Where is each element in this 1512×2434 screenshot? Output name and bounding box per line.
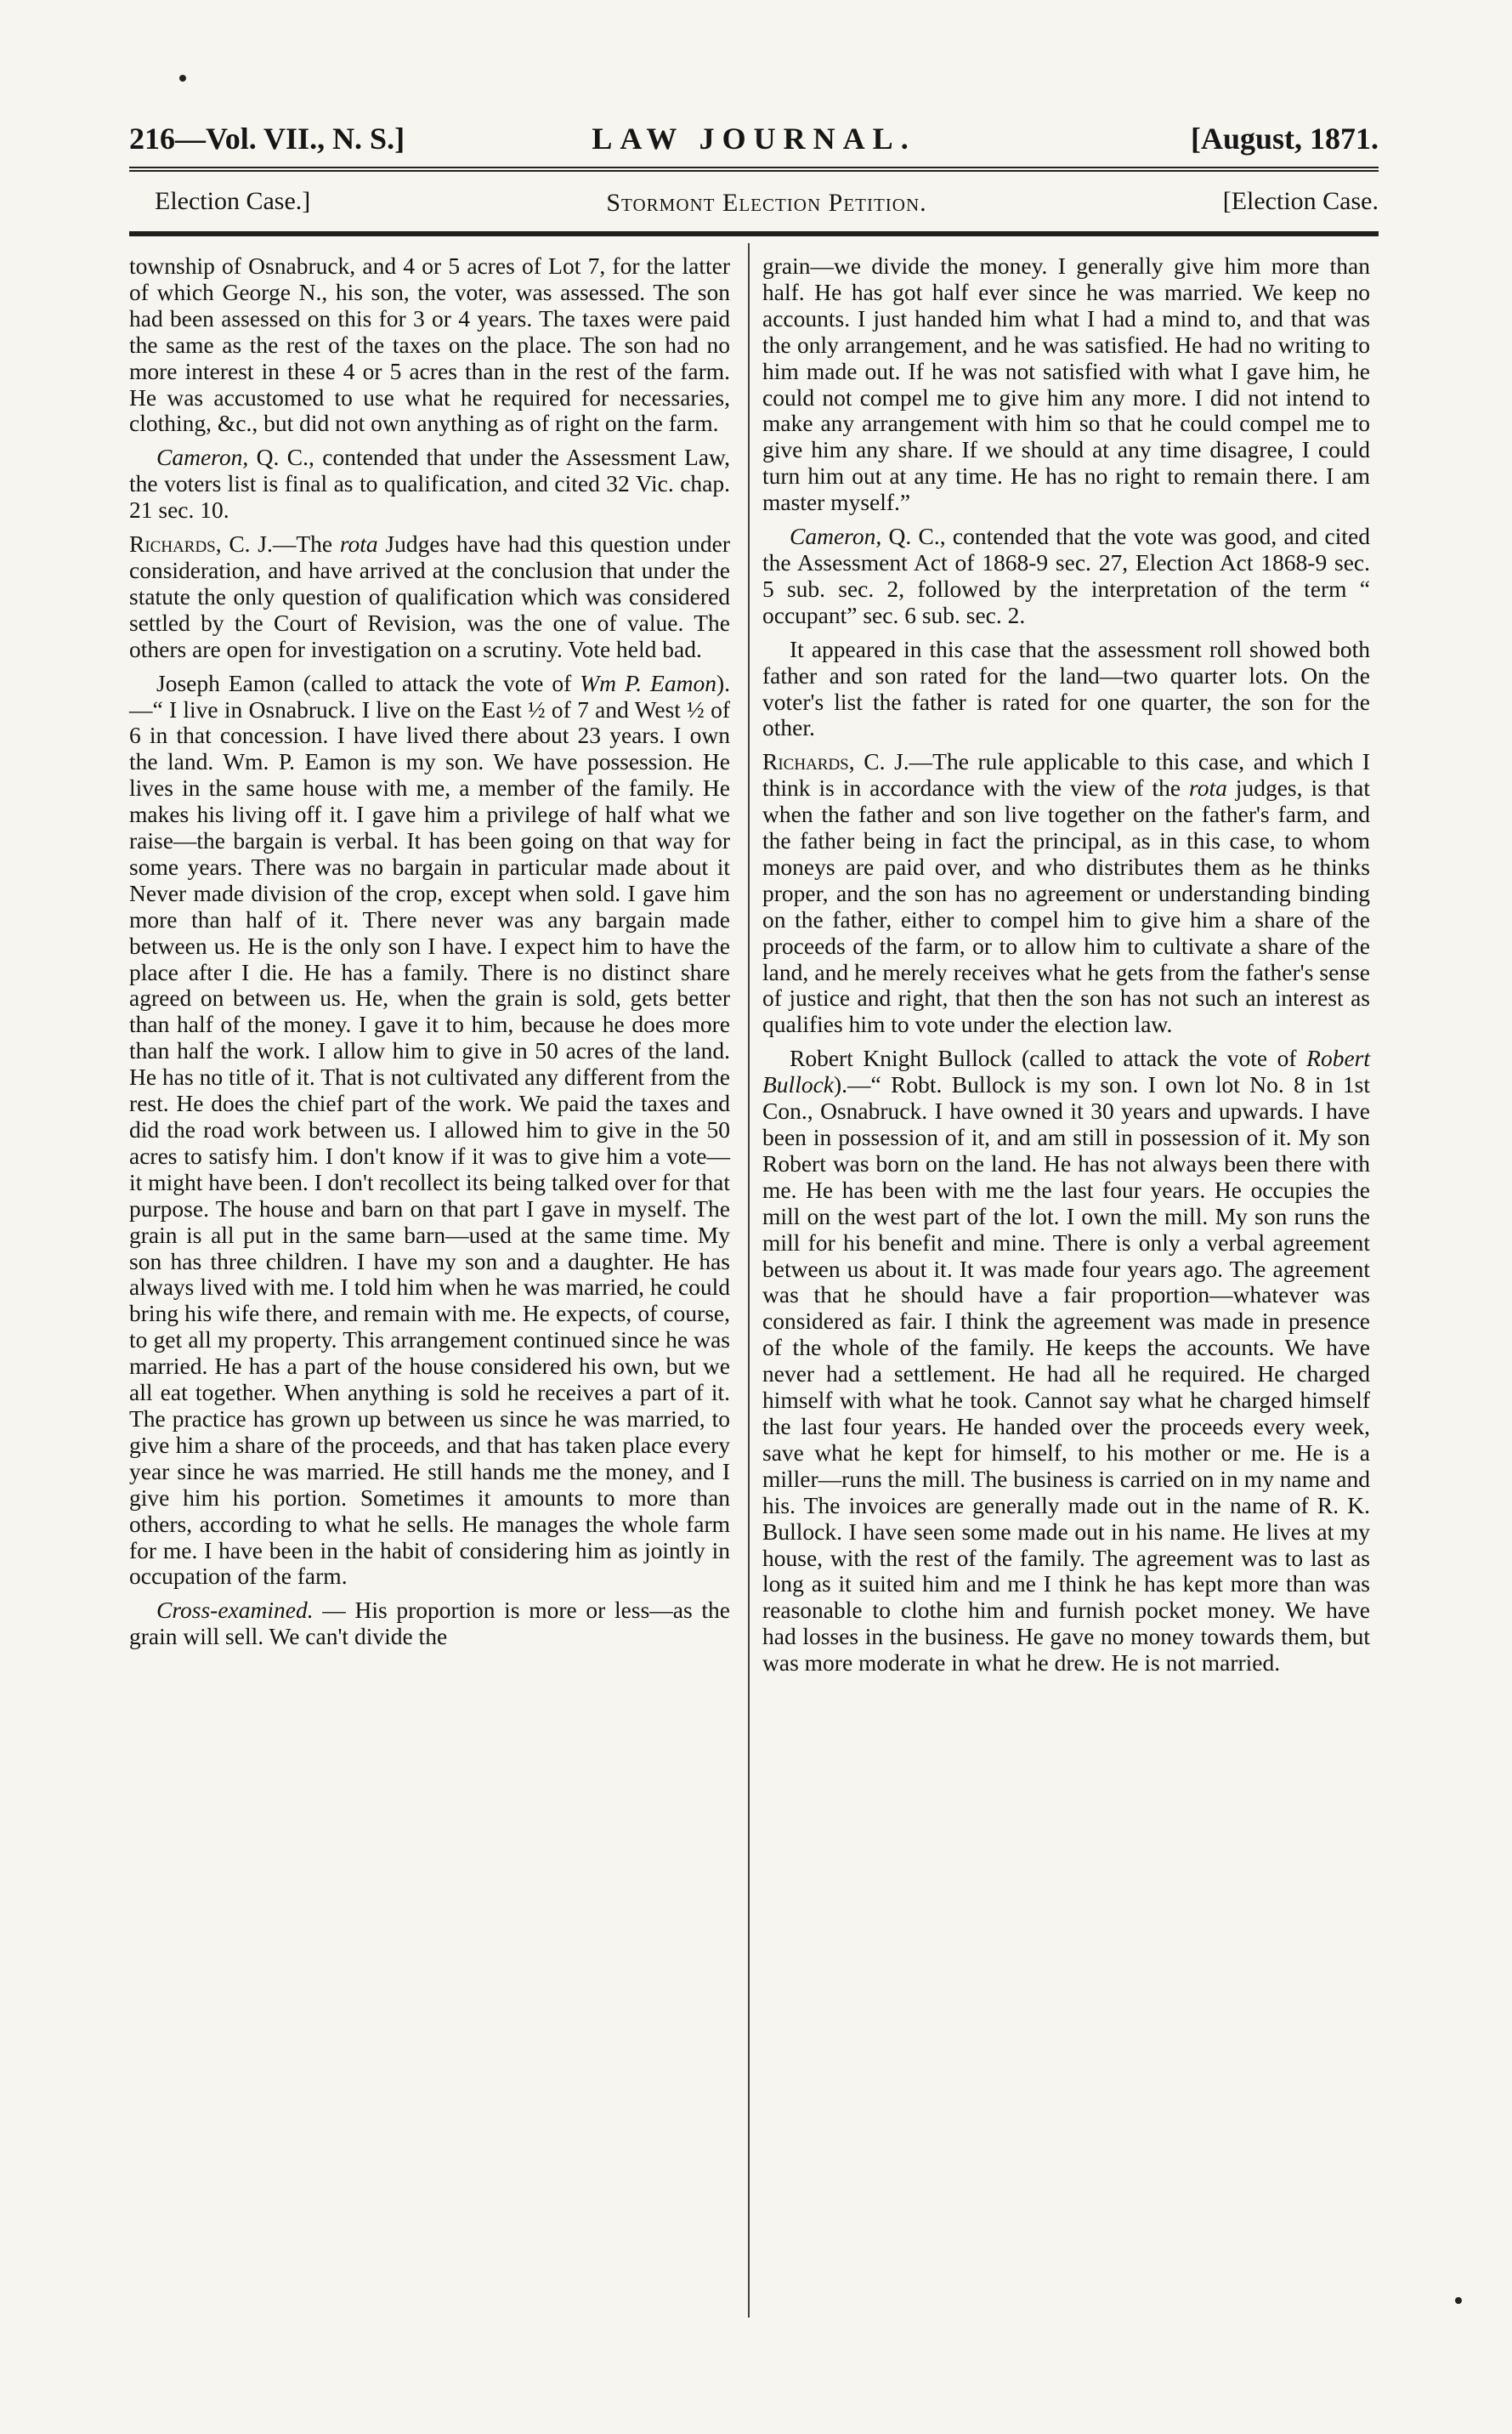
header-double-rule [129, 167, 1379, 172]
left-column [129, 253, 730, 1658]
page-reference: 216—Vol. VII., N. S.] [129, 122, 405, 156]
paragraph: Richards, C. J.—The rule applicable to this case, and which I think is in accordance with the view of the rota judges, is that when the father and son live together on the father's farm, and the father being in fact the principal, as in this case, to whom moneys are paid over, and who distributes them as he thinks proper, and the son has no agreement or understanding binding on the father, either to compel him to give him a share of the proceeds of the farm, or to allow him to cultivate a share of the land, and he merely receives what he gets from the father's sense of justice and right, that then the son has not such an interest as qualifies him to vote under the election law. [762, 748, 1370, 1038]
right-column [762, 253, 1370, 1684]
ink-speck [179, 75, 186, 82]
header-heavy-rule [129, 231, 1379, 236]
paragraph: It appeared in this case that the assessment roll showed both father and son rated for the land—two quarter lots. On the voter's list the father is rated for one quarter, the son for the other. [762, 635, 1370, 741]
issue-date: [August, 1871. [1190, 122, 1379, 156]
paragraph: township of Osnabruck, and 4 or 5 acres of Lot 7, for the latter of which George N., his son, the voter, was assessed. The son had been assessed on this for 3 or 4 years. The taxes were paid the same as the rest of the taxes on the place. The son had no more interest in these 4 or 5 acres than in the rest of the farm. He was accustomed to use what he required for necessaries, clothing, &c., but did not own anything as of right on the farm. [129, 252, 730, 437]
paragraph: Robert Knight Bullock (called to attack the vote of Robert Bullock).—“ Robt. Bullock is my son. I own lot No. 8 in 1st Con., Osnabruck. I have owned it 30 years and upwards. I have been in possession of it, and am still in possession of it. My son Robert was born on the land. He has not always been there with me. He has been with me the last four years. He occupies the mill on the west part of the lot. I own the mill. My son runs the mill for his benefit and mine. There is only a verbal agreement between us about it. It was made four years ago. The agreement was that he should have a fair proportion—whatever was considered as fair. I think the agreement was made in presence of the whole of the family. He keeps the accounts. We have never had a settlement. He had all he required. He charged himself with what he took. Cannot say what he charged himself the last four years. He handed over the proceeds every week, save what he kept for himself, to his mother or me. He is a miller—runs the mill. The business is carried on in my name and his. The invoices are generally made out in the name of R. K. Bullock. I have seen some made out in his name. He lives at my house, with the rest of the family. The agreement was to last as long as it suited him and me I think he has kept more than was reasonable to clothe him and furnish pocket money. We have had losses in the business. He gave no money towards them, but was more moderate in what he drew. He is not married. [762, 1045, 1370, 1677]
case-title: Stormont Election Petition. [606, 189, 927, 217]
journal-title: LAW JOURNAL. [592, 122, 916, 156]
column-divider [748, 243, 750, 2318]
paragraph: Cross-examined. — His proportion is more or less—as the grain will sell. We can't divide the [129, 1597, 730, 1650]
ink-speck [1455, 2297, 1462, 2304]
paragraph: grain—we divide the money. I generally give him more than half. He has got half ever since he was married. We keep no accounts. I just handed him what I had a mind to, and that was the only arrangement, and he was satisfied. He had no writing to him made out. If he was not satisfied with what I gave him, he could not compel me to give him any more. I did not intend to make any arrangement with him so that he could compel me to give him any share. If we should at any time disagree, I could turn him out at any time. He has no right to remain there. I am master myself.” [762, 252, 1370, 516]
section-header-left: Election Case.] [155, 187, 311, 215]
section-header-right: [Election Case. [1222, 187, 1379, 215]
section-header [155, 187, 1379, 221]
paragraph: Joseph Eamon (called to attack the vote of Wm P. Eamon).—“ I live in Osnabruck. I live on the East ½ of 7 and West ½ of 6 in that concession. I have lived there about 23 years. I own the land. Wm. P. Eamon is my son. We have possession. He lives in the same house with me, a member of the family. He makes his living off it. I gave him a privilege of half what we raise—the bargain is verbal. It has been going on that way for some years. There was no bargain in particular made about it Never made division of the crop, except when sold. I gave him more than half of it. There never was any bargain made between us. He is the only son I have. I expect him to have the place after I die. He has a family. There is no distinct share agreed on between us. He, when the grain is sold, gets better than half of the money. I gave it to him, because he does more than half the work. I allow him to give in 50 acres of the land. He has no title of it. That is not cultivated any different from the rest. He does the chief part of the work. We paid the taxes and did the road work between us. I allowed him to give in the 50 acres to satisfy him. I don't know if it was to give him a vote—it might have been. I don't recollect its being talked over for that purpose. The house and barn on that part I gave in myself. The grain is all put in the same barn—used at the same time. My son has three children. I have my son and a daughter. He has always lived with me. I told him when he was married, he could bring his wife there, and remain with me. He expects, of course, to get all my property. This arrangement continued since he was married. He has a part of the house considered his own, but we all eat together. When anything is sold he receives a part of it. The practice has grown up between us since he was married, to give him a share of the proceeds, and that has taken place every year since he was married. He still hands me the money, and I give him his portion. Sometimes it amounts to more than others, according to what he sells. He manages the whole farm for me. I have been in the habit of considering him as jointly in occupation of the farm. [129, 669, 730, 1590]
paragraph: Richards, C. J.—The rota Judges have had this question under consideration, and have arrived at the conclusion that under the statute the only question of qualification which was considered settled by the Court of Revision, was the one of value. The others are open for investigation on a scrutiny. Vote held bad. [129, 530, 730, 662]
paragraph: Cameron, Q. C., contended that under the Assessment Law, the voters list is final as to qualification, and cited 32 Vic. chap. 21 sec. 10. [129, 444, 730, 524]
running-head [129, 121, 1379, 158]
paragraph: Cameron, Q. C., contended that the vote was good, and cited the Assessment Act of 1868-9 sec. 27, Election Act 1868-9 sec. 5 sub. sec. 2, followed by the interpretation of the term “ occupant” sec. 6 sub. sec. 2. [762, 523, 1370, 628]
